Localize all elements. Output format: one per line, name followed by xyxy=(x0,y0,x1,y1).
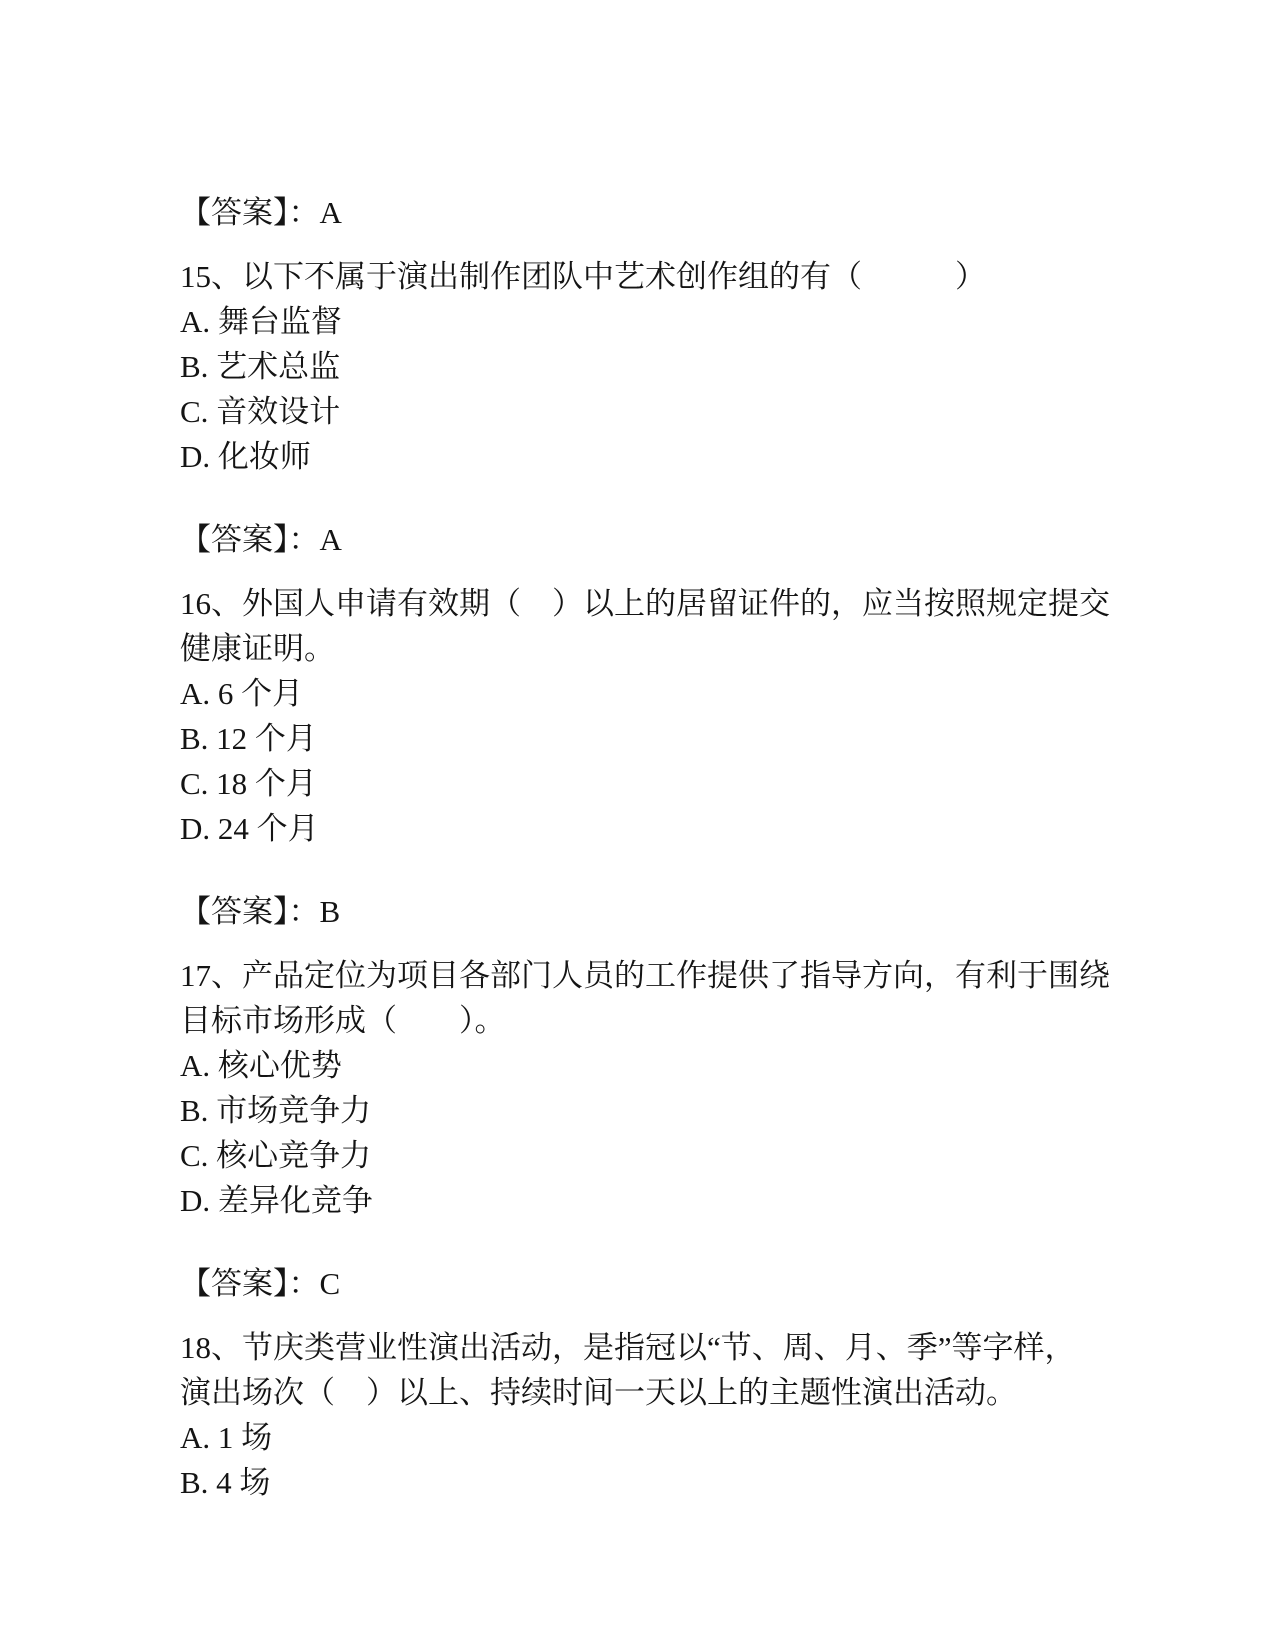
question-stem-continued: 演出场次（ ）以上、持续时间一天以上的主题性演出活动。 xyxy=(180,1375,1017,1410)
answer-line-q15: 【答案】：A xyxy=(180,522,342,557)
answer-line-q14: 【答案】：A xyxy=(180,195,342,230)
option-line-b: B. 艺术总监 xyxy=(180,349,341,384)
question-17 xyxy=(180,953,1125,1306)
answer-line-q16: 【答案】：B xyxy=(180,894,341,929)
option-line-d: D. 24 个月 xyxy=(180,811,319,846)
question-16 xyxy=(180,581,1125,934)
option-line-b: B. 市场竞争力 xyxy=(180,1093,372,1128)
option-line-c: C. 核心竞争力 xyxy=(180,1138,372,1173)
answer-line-q17: 【答案】：C xyxy=(180,1266,341,1301)
question-18 xyxy=(180,1325,1125,1505)
question-stem-continued: 目标市场形成（ ）。 xyxy=(180,1003,506,1038)
option-line-b: B. 4 场 xyxy=(180,1465,271,1500)
question-stem-continued: 健康证明。 xyxy=(180,631,335,666)
question-stem: 16、外国人申请有效期（ ）以上的居留证件的，应当按照规定提交 xyxy=(180,586,1110,621)
question-stem: 15、以下不属于演出制作团队中艺术创作组的有（ ） xyxy=(180,259,986,294)
option-line-a: A. 舞台监督 xyxy=(180,304,342,339)
question-15 xyxy=(180,254,1125,562)
option-line-d: D. 差异化竞争 xyxy=(180,1183,373,1218)
option-line-a: A. 6 个月 xyxy=(180,676,304,711)
option-line-d: D. 化妆师 xyxy=(180,439,311,474)
option-line-c: C. 18 个月 xyxy=(180,766,317,801)
question-stem: 17、产品定位为项目各部门人员的工作提供了指导方向，有利于围绕 xyxy=(180,958,1110,993)
option-line-c: C. 音效设计 xyxy=(180,394,341,429)
option-line-a: A. 1 场 xyxy=(180,1420,273,1455)
question-stem: 18、节庆类营业性演出活动，是指冠以“节、周、月、季”等字样， xyxy=(180,1330,1076,1365)
option-line-b: B. 12 个月 xyxy=(180,721,317,756)
option-line-a: A. 核心优势 xyxy=(180,1048,342,1083)
